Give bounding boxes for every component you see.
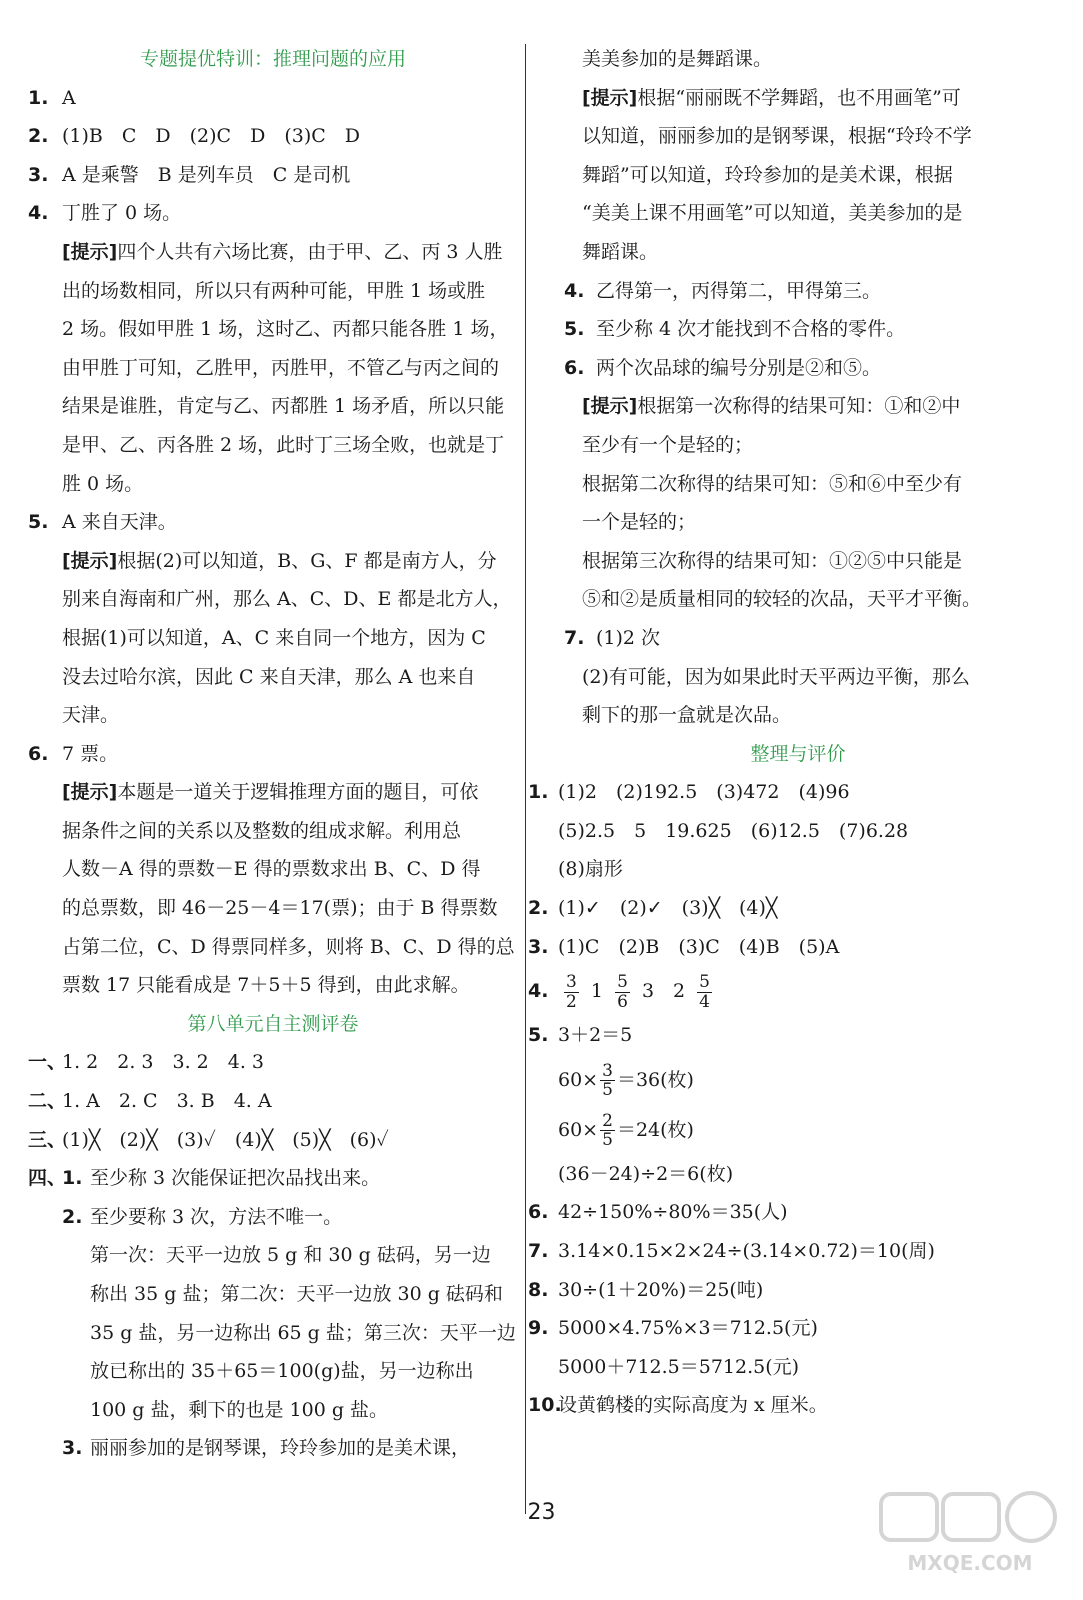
hint-text: 根据第二次称得的结果可知：⑤和⑥中至少有 bbox=[582, 472, 963, 495]
hint-text: 是甲、乙、丙各胜 2 场，此时丁三场全败，也就是丁 bbox=[62, 433, 505, 456]
svg-text:MXQE.COM: MXQE.COM bbox=[907, 1551, 1033, 1575]
right-column bbox=[528, 40, 1048, 1425]
answer-text: (1)✓ (2)✓ (3)╳ (4)╳ bbox=[558, 897, 778, 920]
answer-text: A 是乘警 B 是列车员 C 是司机 bbox=[62, 163, 351, 186]
item-number: 3. bbox=[62, 1437, 83, 1460]
hint-text: 以知道，丽丽参加的是钢琴课，根据“玲玲不学 bbox=[582, 125, 972, 148]
answer-text: 两个次品球的编号分别是②和⑤。 bbox=[596, 356, 882, 379]
answer-text: (2)有可能，因为如果此时天平两边平衡，那么 bbox=[582, 665, 970, 688]
answer-text: 30÷(1＋20%)＝25(吨) bbox=[558, 1278, 764, 1301]
answer-text: (5)2.5 5 19.625 (6)12.5 (7)6.28 bbox=[558, 819, 909, 842]
fraction: $\frac{2}{5}$ bbox=[602, 1110, 613, 1151]
item-number: 6. bbox=[528, 1201, 549, 1224]
hint-text: 根据(1)可以知道，A、C 来自同一个地方，因为 C bbox=[62, 626, 486, 649]
answer-text: 35 g 盐，另一边称出 65 g 盐；第三次：天平一边 bbox=[90, 1321, 516, 1344]
answer-text: 至少称 4 次才能找到不合格的零件。 bbox=[596, 318, 906, 341]
section-number: 一、 bbox=[28, 1051, 67, 1074]
item-number: 9. bbox=[528, 1317, 549, 1340]
answer-text: 1. A 2. C 3. B 4. A bbox=[62, 1090, 272, 1113]
item-number: 5. bbox=[528, 1024, 549, 1047]
page-number: 23 bbox=[527, 1500, 556, 1525]
answer-text: 7 票。 bbox=[62, 742, 119, 765]
hint-text: 2 场。假如甲胜 1 场，这时乙、丙都只能各胜 1 场， bbox=[62, 318, 509, 341]
hint-text: 的总票数，即 46－25－4＝17(票)；由于 B 得票数 bbox=[62, 897, 498, 920]
answer-text: 丽丽参加的是钢琴课，玲玲参加的是美术课， bbox=[90, 1437, 471, 1460]
hint-text: 一个是轻的； bbox=[582, 511, 697, 534]
answer-text: 1 bbox=[590, 980, 604, 1003]
item-number: 4. bbox=[28, 202, 49, 225]
answer-text: (36－24)÷2＝6(枚) bbox=[558, 1162, 734, 1185]
item-number: 7. bbox=[564, 626, 585, 649]
hint-tag: [提示] bbox=[62, 549, 118, 572]
item-number: 3. bbox=[28, 163, 49, 186]
answer-text: A 来自天津。 bbox=[62, 511, 177, 534]
hint-text: 人数－A 得的票数－E 得的票数求出 B、C、D 得 bbox=[62, 858, 481, 881]
answer-text: 称出 35 g 盐；第二次：天平一边放 30 g 砝码和 bbox=[90, 1283, 503, 1305]
answer-text: 3.14×0.15×2×24÷(3.14×0.72)＝10(周) bbox=[558, 1240, 935, 1263]
answer-text: 设黄鹤楼的实际高度为 x 厘米。 bbox=[558, 1394, 828, 1417]
answer-text: 丁胜了 0 场。 bbox=[62, 202, 182, 225]
fraction: $\frac{5}{6}$ bbox=[617, 972, 628, 1012]
hint-text: 据条件之间的关系以及整数的组成求解。利用总 bbox=[62, 819, 462, 842]
item-number: 7. bbox=[528, 1240, 549, 1263]
item-number: 1. bbox=[28, 86, 49, 109]
item-number: 2. bbox=[62, 1205, 83, 1228]
answer-text: 至少要称 3 次，方法不唯一。 bbox=[90, 1205, 343, 1228]
answer-text: 100 g 盐，剩下的也是 100 g 盐。 bbox=[90, 1398, 389, 1421]
column-divider bbox=[525, 44, 526, 1514]
hint-text: 根据第一次称得的结果可知：①和②中 bbox=[637, 395, 961, 418]
hint-text: 没去过哈尔滨，因此 C 来自天津，那么 A 也来自 bbox=[62, 665, 476, 688]
answer-text: 5000×4.75%×3＝712.5(元) bbox=[558, 1317, 818, 1340]
section-number: 三、 bbox=[28, 1128, 67, 1151]
answer-text: 剩下的那一盒就是次品。 bbox=[582, 704, 792, 727]
answer-text: (8)扇形 bbox=[558, 858, 623, 881]
fraction: $\frac{3}{2}$ bbox=[566, 972, 577, 1012]
hint-text: 至少有一个是轻的； bbox=[582, 433, 754, 456]
item-number: 1. bbox=[62, 1167, 83, 1190]
section-number: 二、 bbox=[28, 1090, 67, 1113]
hint-text: 根据“丽丽既不学舞蹈，也不用画笔”可 bbox=[637, 86, 961, 109]
item-number: 10. bbox=[528, 1394, 562, 1417]
answer-text: 至少称 3 次能保证把次品找出来。 bbox=[90, 1167, 381, 1190]
section-heading: 专题提优特训：推理问题的应用 bbox=[139, 48, 406, 70]
section-heading: 第八单元自主测评卷 bbox=[187, 1012, 359, 1035]
hint-tag: [提示] bbox=[62, 781, 118, 804]
fraction: $\frac{3}{5}$ bbox=[602, 1060, 613, 1101]
item-number: 2. bbox=[28, 125, 49, 148]
answer-text: (1)2 (2)192.5 (3)472 (4)96 bbox=[558, 781, 850, 804]
answer-text: A bbox=[62, 86, 76, 109]
hint-text: ⑤和②是质量相同的较轻的次品，天平才平衡。 bbox=[582, 588, 982, 611]
answer-text: 1. 2 2. 3 3. 2 4. 3 bbox=[62, 1051, 265, 1074]
equation-part: ＝24(枚) bbox=[616, 1118, 694, 1141]
answer-text: 42÷150%÷80%＝35(人) bbox=[558, 1201, 788, 1224]
hint-tag: [提示] bbox=[582, 395, 638, 418]
hint-text: 出的场数相同，所以只有两种可能，甲胜 1 场或胜 bbox=[62, 279, 486, 302]
hint-text: 胜 0 场。 bbox=[62, 472, 144, 495]
hint-text: 舞蹈课。 bbox=[582, 240, 659, 263]
answer-text: 乙得第一，丙得第二，甲得第三。 bbox=[596, 279, 882, 302]
section-number: 四、 bbox=[28, 1167, 67, 1190]
equation-part: 60× bbox=[558, 1068, 599, 1091]
answer-text: 5000＋712.5＝5712.5(元) bbox=[558, 1355, 800, 1378]
hint-tag: [提示] bbox=[582, 86, 638, 109]
item-number: 5. bbox=[28, 511, 49, 534]
answer-text: 放已称出的 35＋65＝100(g)盐，另一边称出 bbox=[90, 1360, 474, 1383]
equation-part: 60× bbox=[558, 1118, 599, 1141]
fraction: $\frac{5}{4}$ bbox=[699, 972, 710, 1012]
answer-text: 3＋2＝5 bbox=[558, 1024, 633, 1047]
hint-text: 根据第三次称得的结果可知：①②⑤中只能是 bbox=[582, 549, 963, 572]
hint-text: 结果是谁胜，肯定与乙、丙都胜 1 场矛盾，所以只能 bbox=[62, 395, 505, 418]
hint-text: 四个人共有六场比赛，由于甲、乙、丙 3 人胜 bbox=[117, 240, 503, 263]
answer-text: (1)2 次 bbox=[596, 626, 661, 649]
item-number: 4. bbox=[564, 279, 585, 302]
hint-text: 根据(2)可以知道，B、G、F 都是南方人，分 bbox=[117, 549, 497, 572]
answer-text: 美美参加的是舞蹈课。 bbox=[582, 48, 773, 70]
item-number: 6. bbox=[28, 742, 49, 765]
item-number: 3. bbox=[528, 935, 549, 958]
hint-text: “美美上课不用画笔”可以知道，美美参加的是 bbox=[582, 202, 963, 225]
item-number: 8. bbox=[528, 1278, 549, 1301]
hint-text: 天津。 bbox=[62, 704, 120, 727]
item-number: 4. bbox=[528, 980, 549, 1003]
hint-text: 本题是一道关于逻辑推理方面的题目，可依 bbox=[117, 781, 479, 804]
hint-text: 舞蹈”可以知道，玲玲参加的是美术课，根据 bbox=[582, 163, 953, 186]
answer-text: 第一次：天平一边放 5 g 和 30 g 砝码，另一边 bbox=[90, 1244, 491, 1267]
hint-text: 票数 17 只能看成是 7＋5＋5 得到，由此求解。 bbox=[62, 974, 470, 997]
hint-text: 占第二位，C、D 得票同样多，则将 B、C、D 得的总 bbox=[62, 935, 515, 958]
hint-text: 别来自海南和广州，那么 A、C、D、E 都是北方人， bbox=[62, 588, 512, 611]
equation-part: ＝36(枚) bbox=[616, 1068, 694, 1091]
watermark-logo bbox=[875, 1488, 1065, 1578]
item-number: 6. bbox=[564, 356, 585, 379]
hint-text: 由甲胜丁可知，乙胜甲，丙胜甲，不管乙与丙之间的 bbox=[62, 356, 500, 379]
hint-tag: [提示] bbox=[62, 240, 118, 263]
answer-text: 3 2 bbox=[641, 980, 686, 1003]
answer-text: (1)╳ (2)╳ (3)✓ (4)╳ (5)╳ (6)✓ bbox=[62, 1128, 389, 1151]
item-number: 1. bbox=[528, 781, 549, 804]
answer-text: (1)C (2)B (3)C (4)B (5)A bbox=[558, 935, 840, 958]
item-number: 5. bbox=[564, 318, 585, 341]
item-number: 2. bbox=[528, 897, 549, 920]
left-column bbox=[28, 40, 518, 1468]
section-heading: 整理与评价 bbox=[750, 742, 846, 765]
answer-text: (1)B C D (2)C D (3)C D bbox=[62, 125, 361, 148]
